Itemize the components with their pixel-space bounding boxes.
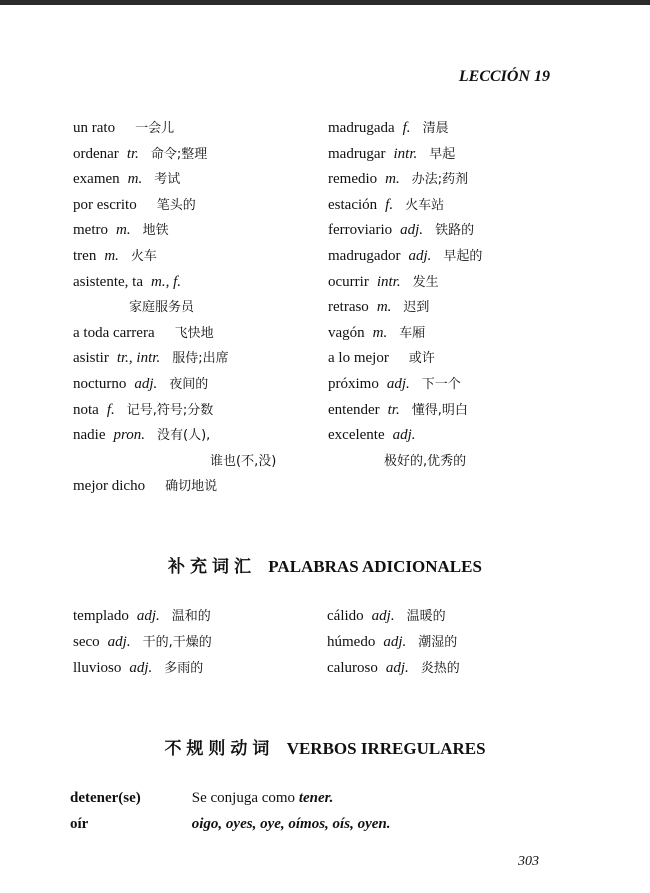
lesson-header: LECCIÓN 19 <box>458 68 550 85</box>
vocab-entry <box>73 117 323 143</box>
vocab-entry <box>73 296 323 322</box>
vocab-meaning: 家庭服务员 <box>129 300 195 316</box>
vocab-entry <box>73 373 323 399</box>
vocab-meaning: 夜间的 <box>169 376 209 392</box>
verb-forms: oigo, oyes, oye, oímos, oís, oyen. <box>191 816 391 832</box>
vocab-word: madrugador <box>328 247 401 264</box>
vocab-meaning: 干的,干燥的 <box>142 635 212 650</box>
verb-name: oír <box>70 816 89 832</box>
vocab-pos: f. <box>385 196 394 213</box>
vocab-word: ferroviario <box>328 222 393 239</box>
vocab-pos: tr., intr. <box>116 350 161 367</box>
extra-column-right <box>327 605 587 683</box>
vocab-column-left <box>73 117 323 501</box>
section-title-zh: 补充词汇 <box>168 557 257 577</box>
vocab-entry <box>328 143 588 169</box>
verb-row <box>70 813 390 839</box>
vocab-meaning: 迟到 <box>403 300 430 316</box>
vocab-pos: tr. <box>126 145 139 162</box>
verb-note: Se conjuga como <box>191 790 296 806</box>
verb-conjugation <box>192 816 391 832</box>
vocab-word: entender <box>328 401 380 418</box>
vocab-meaning: 确切地说 <box>165 479 218 495</box>
vocab-meaning: 火车 <box>130 248 157 264</box>
vocab-word: cálido <box>327 608 364 624</box>
vocab-word: estación <box>328 196 378 213</box>
vocab-entry <box>328 373 588 399</box>
vocab-meaning: 清晨 <box>422 121 449 136</box>
vocab-meaning: 一会儿 <box>135 121 175 136</box>
section-title-verbs <box>0 734 650 759</box>
vocab-meaning: 车厢 <box>399 325 426 341</box>
vocab-pos: adj. <box>385 660 409 676</box>
vocab-entry <box>73 219 323 245</box>
vocab-meaning: 办法;药剂 <box>411 172 469 188</box>
irregular-verbs-list <box>70 787 390 839</box>
vocab-entry <box>328 399 588 425</box>
section-title-es: PALABRAS ADICIONALES <box>268 557 482 576</box>
vocab-pos: m. <box>385 171 400 188</box>
vocab-pos: adj. <box>400 222 424 239</box>
vocab-entry <box>328 347 588 373</box>
vocab-pos: adj. <box>107 634 131 650</box>
vocab-meaning: 火车站 <box>405 197 445 213</box>
vocab-entry <box>328 424 588 450</box>
vocab-word: ocurrir <box>328 273 369 290</box>
vocab-pos: m., f. <box>150 273 181 290</box>
vocab-entry <box>73 475 323 501</box>
vocab-word: madrugada <box>328 120 395 136</box>
vocab-word: ordenar <box>73 145 119 162</box>
vocab-meaning: 温和的 <box>171 609 211 624</box>
vocab-meaning: 发生 <box>412 274 439 290</box>
vocab-word: excelente <box>328 427 385 444</box>
vocab-pos: pron. <box>113 427 146 444</box>
vocab-entry <box>327 631 587 657</box>
vocab-meaning: 命令;整理 <box>150 146 208 162</box>
verb-conjugation <box>192 790 334 806</box>
vocab-word: nota <box>73 401 99 418</box>
vocab-word: un rato <box>73 120 116 136</box>
vocab-meaning: 铁路的 <box>435 223 475 239</box>
vocab-entry <box>328 194 588 220</box>
vocab-word: examen <box>73 171 120 188</box>
vocab-entry <box>73 347 323 373</box>
vocab-meaning: 多雨的 <box>164 661 204 676</box>
vocab-word: nadie <box>73 427 106 444</box>
vocab-entry <box>328 322 588 348</box>
vocab-meaning: 笔头的 <box>156 197 196 213</box>
vocab-meaning: 懂得,明白 <box>411 402 468 418</box>
vocab-pos: adj. <box>129 660 153 676</box>
vocab-meaning: 早起的 <box>443 248 483 264</box>
vocab-word: tren <box>73 247 97 264</box>
vocab-meaning: 记号,符号;分数 <box>126 402 214 418</box>
vocab-entry <box>73 245 323 271</box>
vocab-word: por escrito <box>73 196 137 213</box>
vocab-word: nocturno <box>73 375 127 392</box>
vocab-meaning: 谁也(不,没) <box>210 453 277 469</box>
vocab-meaning: 地铁 <box>142 223 169 239</box>
vocab-entry <box>73 194 323 220</box>
top-border <box>0 0 650 5</box>
vocab-pos: adj. <box>136 608 160 624</box>
vocab-entry <box>73 424 323 450</box>
vocab-word: lluvioso <box>73 660 122 676</box>
vocab-pos: adj. <box>386 375 410 392</box>
vocab-entry <box>73 168 323 194</box>
vocab-word: remedio <box>328 171 378 188</box>
vocab-entry <box>73 631 323 657</box>
vocab-pos: m. <box>104 247 119 264</box>
vocab-meaning: 没有(人), <box>157 428 211 444</box>
vocab-word: vagón <box>328 324 365 341</box>
vocab-word: próximo <box>328 375 379 392</box>
vocab-word: caluroso <box>327 660 378 676</box>
vocab-entry <box>73 322 323 348</box>
vocab-word: seco <box>73 634 100 650</box>
page-number: 303 <box>518 854 539 869</box>
vocab-entry <box>327 657 587 683</box>
vocab-entry <box>73 657 323 683</box>
vocab-meaning: 或许 <box>408 351 435 367</box>
section-title-es: VERBOS IRREGULARES <box>286 739 486 758</box>
vocab-pos: adj. <box>392 427 416 444</box>
vocab-entry <box>328 168 588 194</box>
vocab-entry <box>73 605 323 631</box>
vocab-pos: f. <box>402 120 411 136</box>
vocab-meaning: 温暖的 <box>406 609 446 624</box>
vocab-meaning: 飞快地 <box>174 325 214 341</box>
vocab-pos: intr. <box>376 273 401 290</box>
vocab-word: templado <box>73 608 129 624</box>
verb-forms: tener. <box>298 790 334 806</box>
vocab-pos: adj. <box>371 608 395 624</box>
vocab-meaning: 下一个 <box>421 376 461 392</box>
vocab-entry <box>328 117 588 143</box>
vocab-pos: f. <box>106 401 115 418</box>
vocab-word: húmedo <box>327 634 376 650</box>
vocab-entry <box>328 450 588 476</box>
vocab-meaning: 服侍;出席 <box>172 351 229 367</box>
vocab-meaning: 极好的,优秀的 <box>384 453 467 469</box>
vocab-word: a lo mejor <box>328 350 389 367</box>
verb-row <box>70 787 390 813</box>
verb-name: detener(se) <box>70 790 141 806</box>
vocab-word: asistir <box>73 350 109 367</box>
vocab-pos: adj. <box>383 634 407 650</box>
section-title-extra <box>0 552 650 577</box>
vocab-pos: m. <box>127 171 143 188</box>
section-title-zh: 不规则动词 <box>164 739 275 759</box>
vocab-meaning: 考试 <box>154 172 181 188</box>
vocab-pos: intr. <box>393 145 418 162</box>
vocab-entry <box>73 399 323 425</box>
vocab-pos: adj. <box>408 247 432 264</box>
vocab-pos: m. <box>116 222 131 239</box>
vocab-entry <box>328 271 588 297</box>
extra-column-left <box>73 605 323 683</box>
vocab-word: asistente, ta <box>73 273 143 290</box>
vocab-entry <box>328 245 588 271</box>
vocab-pos: tr. <box>387 401 400 418</box>
vocab-meaning: 潮湿的 <box>418 635 458 650</box>
vocab-word: metro <box>73 222 108 239</box>
vocab-meaning: 炎热的 <box>420 661 460 676</box>
vocab-entry <box>328 219 588 245</box>
vocab-word: a toda carrera <box>73 324 155 341</box>
vocab-entry <box>328 296 588 322</box>
vocab-pos: m. <box>372 324 388 341</box>
vocab-entry <box>327 605 587 631</box>
vocab-word: mejor dicho <box>73 478 146 495</box>
vocab-pos: m. <box>376 299 392 316</box>
vocab-column-right <box>328 117 588 475</box>
vocab-pos: adj. <box>134 375 158 392</box>
vocab-entry <box>73 271 323 297</box>
vocab-entry <box>73 450 323 476</box>
vocab-word: retraso <box>328 299 369 316</box>
vocab-word: madrugar <box>328 145 386 162</box>
vocab-meaning: 早起 <box>429 146 456 162</box>
vocab-entry <box>73 143 323 169</box>
